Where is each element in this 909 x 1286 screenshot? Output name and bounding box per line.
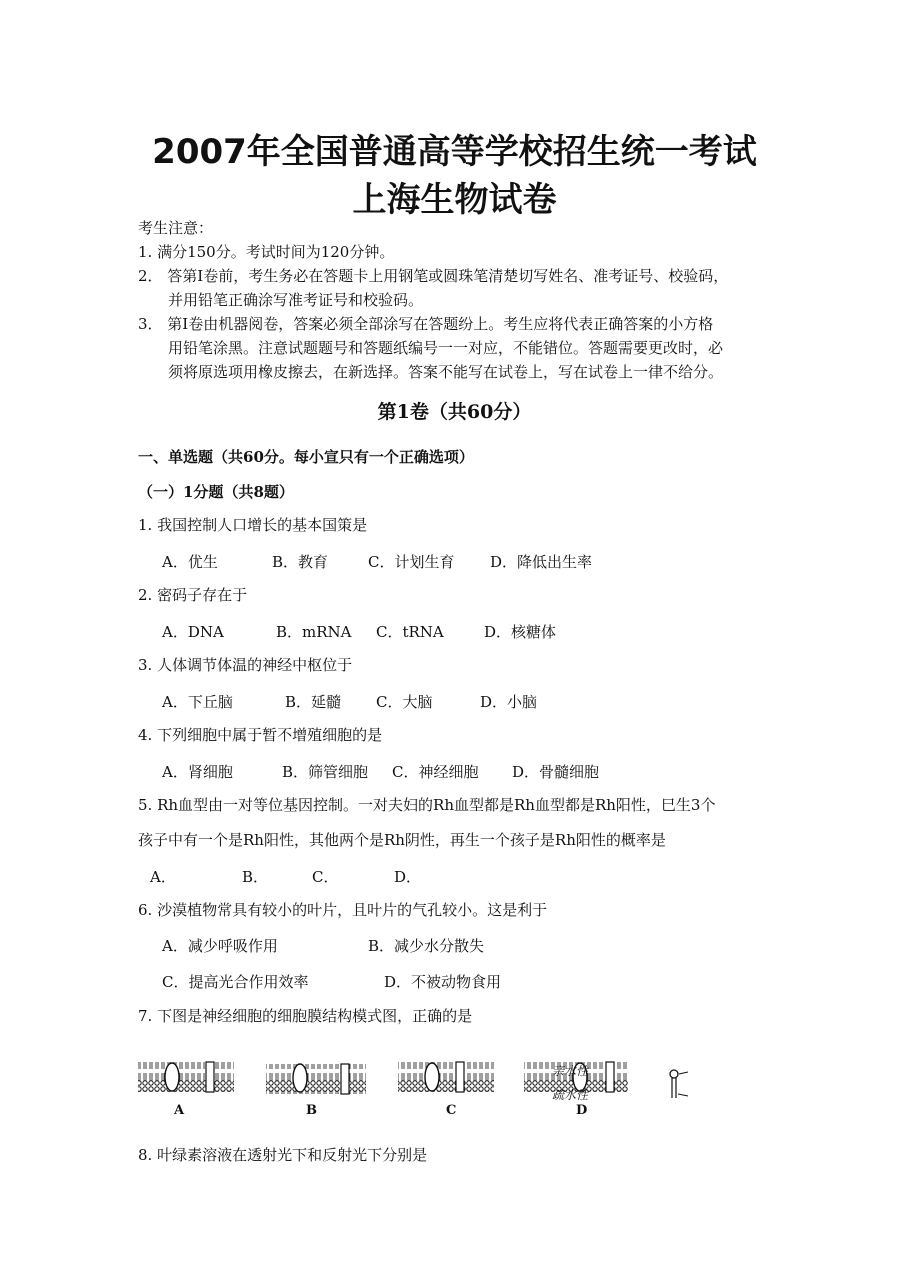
question-6-option-d: D．不被动物食用 bbox=[384, 973, 502, 991]
diagram-label-a: A bbox=[174, 1103, 185, 1118]
question-6-option-c: C．提高光合作用效率 bbox=[162, 973, 309, 991]
exam-title-line1: 2007年全国普通高等学校招生统一考试 bbox=[152, 132, 757, 172]
question-1-option-c: C．计划生育 bbox=[368, 553, 455, 571]
legend-hydrophobic: 疏水性 bbox=[552, 1088, 589, 1102]
question-3-stem: 3. 人体调节体温的神经中枢位于 bbox=[138, 656, 353, 674]
question-6-option-b: B．减少水分散失 bbox=[368, 937, 485, 955]
question-3-option-c: C．大脑 bbox=[376, 693, 433, 711]
notice-heading: 考生注意： bbox=[138, 219, 214, 237]
question-3-option-a: A．下丘脑 bbox=[162, 693, 233, 711]
question-2-option-d: D．核糖体 bbox=[484, 623, 557, 641]
question-2-option-b: B．mRNA bbox=[276, 623, 352, 641]
section-title: 一、单选题（共60分。每小宣只有一个正确选项） bbox=[138, 448, 474, 466]
question-4-option-a: A．肾细胞 bbox=[162, 763, 233, 781]
notice-2: 2． 答第Ⅰ卷前，考生务必在答题卡上用钢笔或圆珠笔清楚切写姓名、准考证号、校验码， bbox=[138, 267, 729, 285]
notice-1: 1. 满分150分。考试时间为120分钟。 bbox=[138, 243, 395, 261]
notice-3: 3． 第Ⅰ卷由机器阅卷，答案必须全部涂写在答题纷上。考生应将代表正确答案的小方格 bbox=[138, 315, 714, 333]
question-2-option-a: A．DNA bbox=[162, 623, 224, 641]
question-2-stem: 2. 密码子存在于 bbox=[138, 586, 248, 604]
question-6-stem: 6. 沙漠植物常具有较小的叶片，且叶片的气孔较小。这是利于 bbox=[138, 901, 548, 919]
question-5-stem: 5. Rh血型由一对等位基因控制。一对夫妇的Rh血型都是Rh血型都是Rh阳性，巳生3个 bbox=[138, 796, 716, 814]
question-6-option-a: A．减少呼吸作用 bbox=[162, 937, 278, 955]
question-4-option-b: B．筛管细胞 bbox=[282, 763, 369, 781]
exam-title-line2: 上海生物试卷 bbox=[352, 180, 557, 220]
question-5-option-a: A． bbox=[150, 868, 176, 886]
question-7-stem: 7. 下图是神经细胞的细胞膜结构模式图，正确的是 bbox=[138, 1007, 473, 1025]
membrane-option-a bbox=[138, 1062, 234, 1092]
question-5-stem-cont: 孩子中有一个是Rh阳性，其他两个是Rh阴性，再生一个孩子是Rh阳性的概率是 bbox=[138, 831, 666, 849]
question-5-option-d: D． bbox=[394, 868, 422, 886]
notice-3-cont1: 用铅笔涂黑。注意试题题号和答题纸编号一一对应，不能错位。答题需要更改时，必 bbox=[168, 339, 724, 357]
membrane-option-c bbox=[398, 1062, 494, 1092]
diagram-label-d: D bbox=[576, 1103, 588, 1118]
question-5-option-b: B． bbox=[242, 868, 269, 886]
question-1-stem: 1. 我国控制人口增长的基本国策是 bbox=[138, 516, 368, 534]
question-3-option-b: B．延髓 bbox=[285, 693, 342, 711]
question-8-stem: 8. 叶绿素溶液在透射光下和反射光下分别是 bbox=[138, 1146, 428, 1164]
question-1-option-d: D．降低出生率 bbox=[490, 553, 593, 571]
diagram-label-c: C bbox=[446, 1103, 457, 1118]
question-4-option-c: C．神经细胞 bbox=[392, 763, 479, 781]
diagram-label-b: B bbox=[306, 1103, 317, 1118]
subsection-title: （一）1分题（共8题） bbox=[138, 483, 294, 501]
question-2-option-c: C．tRNA bbox=[376, 623, 444, 641]
question-3-option-d: D．小脑 bbox=[480, 693, 538, 711]
question-4-stem: 4. 下列细胞中属于暂不增殖细胞的是 bbox=[138, 726, 383, 744]
question-1-option-a: A．优生 bbox=[162, 553, 218, 571]
notice-3-cont2: 须将原选项用橡皮擦去，在新选择。答案不能写在试卷上，写在试卷上一律不给分。 bbox=[168, 363, 724, 381]
legend-hydrophilic: 亲水性 bbox=[552, 1064, 589, 1078]
question-5-option-c: C． bbox=[312, 868, 339, 886]
membrane-diagram bbox=[136, 1056, 736, 1118]
volume-title: 第1卷（共60分） bbox=[377, 401, 532, 423]
phospholipid-legend-icon bbox=[670, 1070, 688, 1098]
question-1-option-b: B．教育 bbox=[272, 553, 329, 571]
notice-2-cont: 并用铅笔正确涂写准考证号和校验码。 bbox=[168, 291, 424, 309]
membrane-option-b bbox=[266, 1064, 366, 1094]
question-4-option-d: D．骨髓细胞 bbox=[512, 763, 600, 781]
